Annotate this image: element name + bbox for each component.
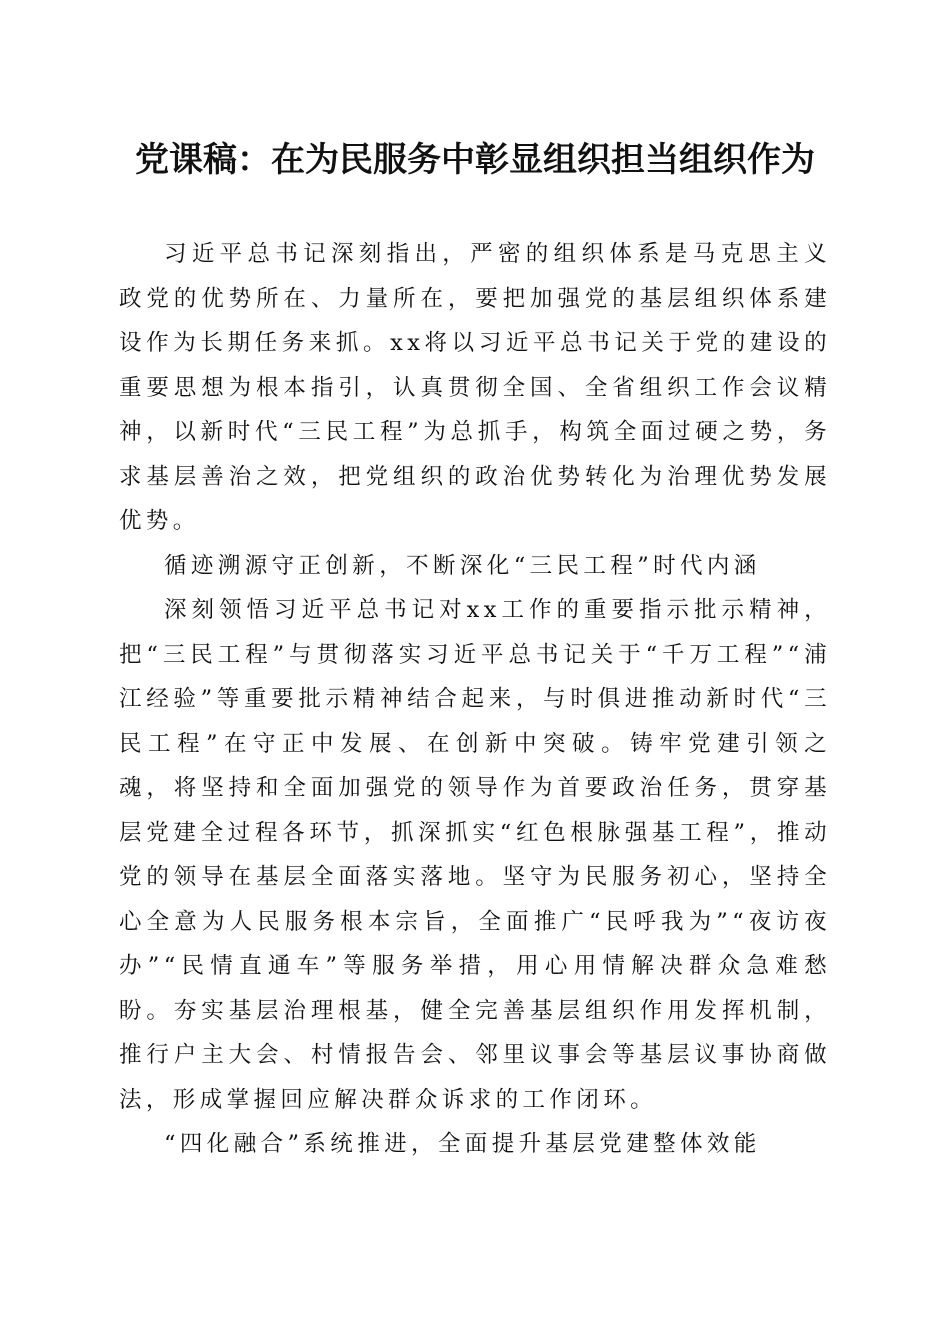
document-body (119, 232, 831, 1167)
section-heading-1: 循迹溯源守正创新，不断深化“三民工程”时代内涵 (164, 552, 761, 579)
paragraph-intro: 习近平总书记深刻指出，严密的组织体系是马克思主义政党的优势所在、力量所在，要把加强党的基层组织体系建设作为长期任务来抓。xx将以习近平总书记关于党的建设的重要思想为根本指引，认真贯彻全国、全省组织工作会议精神，以新时代“三民工程”为总抓手，构筑全面过硬之势，务求基层善治之效，把党组织的政治优势转化为治理优势发展优势。 (119, 241, 831, 534)
section-heading-2: “四化融合”系统推进，全面提升基层党建整体效能 (164, 1131, 761, 1157)
paragraph-section-1: 深刻领悟习近平总书记对xx工作的重要指示批示精神，把“三民工程”与贯彻落实习近平总书记关于“千万工程”“浦江经验”等重要批示精神结合起来，与时俱进推动新时代“三民工程”在守正中发展、在创新中突破。铸牢党建引领之魂，将坚持和全面加强党的领导作为首要政治任务，贯穿基层党建全过程各环节，抓深抓实“红色根脉强基工程”，推动党的领导在基层全面落实落地。坚守为民服务初心，坚持全心全意为人民服务根本宗旨，全面推广“民呼我为”“夜访夜办”“民情直通车”等服务举措，用心用情解决群众急难愁盼。夯实基层治理根基，健全完善基层组织作用发挥机制，推行户主大会、村情报告会、邻里议事会等基层议事协商做法，形成掌握回应解决群众诉求的工作闭环。 (119, 597, 831, 1113)
document-title: 党课稿：在为民服务中彰显组织担当组织作为 (135, 140, 815, 180)
